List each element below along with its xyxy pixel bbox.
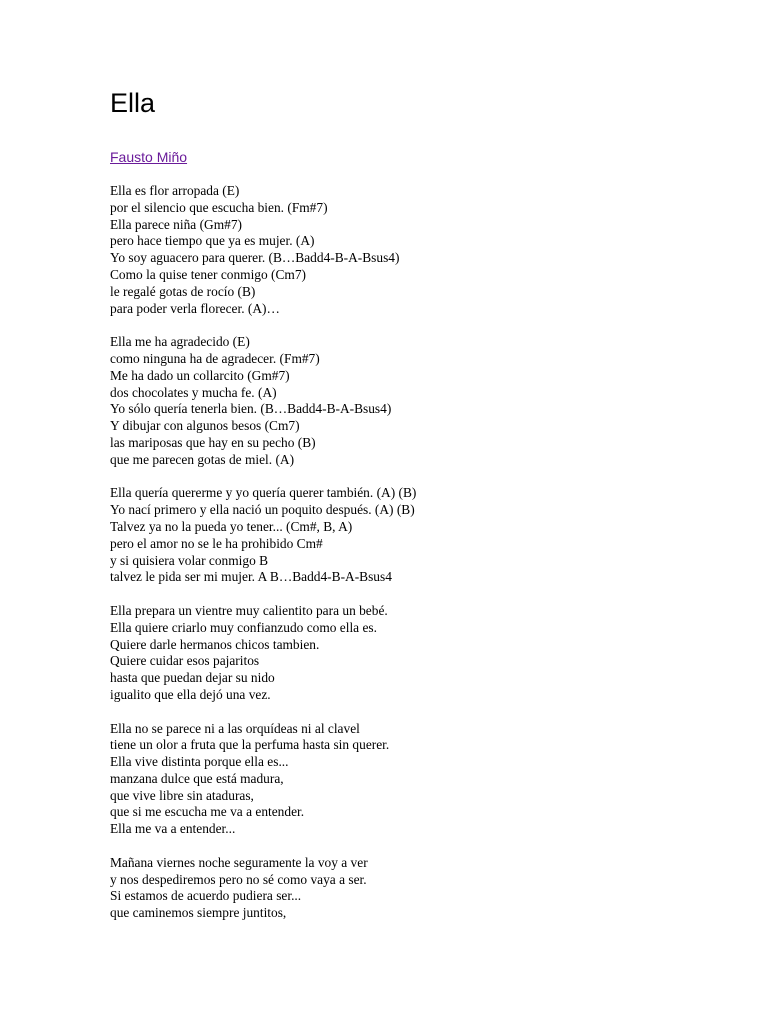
lyric-line: igualito que ella dejó una vez. [110, 686, 271, 702]
lyric-line: las mariposas que hay en su pecho (B) [110, 434, 316, 450]
lyric-line: Quiere darle hermanos chicos tambien. [110, 636, 320, 652]
lyric-line: Me ha dado un collarcito (Gm#7) [110, 367, 290, 383]
lyric-line: y nos despediremos pero no sé como vaya a ser. [110, 871, 367, 887]
lyric-line: Ella parece niña (Gm#7) [110, 216, 242, 232]
lyric-line: Como la quise tener conmigo (Cm7) [110, 266, 306, 282]
lyric-line: Ella no se parece ni a las orquídeas ni al clavel [110, 720, 360, 736]
stanza-4 [110, 603, 730, 704]
document-page [110, 86, 730, 939]
lyric-line: que me parecen gotas de miel. (A) [110, 451, 295, 467]
lyric-line: Ella me ha agradecido (E) [110, 334, 250, 350]
lyric-line: Mañana viernes noche seguramente la voy a ver [110, 854, 368, 870]
lyric-line: pero hace tiempo que ya es mujer. (A) [110, 233, 315, 249]
lyric-line: Yo soy aguacero para querer. (B…Badd4-B-A-Bsus4) [110, 250, 400, 266]
lyric-line: hasta que puedan dejar su nido [110, 670, 275, 686]
lyric-line: que vive libre sin ataduras, [110, 787, 254, 803]
lyric-line: Ella vive distinta porque ella es... [110, 754, 289, 770]
lyric-line: Yo nací primero y ella nació un poquito después. (A) (B) [110, 502, 415, 518]
lyric-line: Ella prepara un vientre muy calientito para un bebé. [110, 602, 388, 618]
lyric-line: que caminemos siempre juntitos, [110, 905, 287, 921]
lyric-line: Ella quiere criarlo muy confianzudo como ella es. [110, 619, 377, 635]
stanza-1 [110, 183, 730, 317]
lyric-line: Quiere cuidar esos pajaritos [110, 653, 260, 669]
lyric-line: le regalé gotas de rocío (B) [110, 283, 256, 299]
lyric-line: Ella me va a entender... [110, 821, 236, 837]
lyric-line: manzana dulce que está madura, [110, 770, 284, 786]
lyric-line: pero el amor no se le ha prohibido Cm# [110, 535, 323, 551]
author-link[interactable]: Fausto Miño [110, 149, 188, 165]
lyrics [110, 183, 730, 922]
lyric-line: Talvez ya no la pueda yo tener... (Cm#, B, A) [110, 518, 353, 534]
stanza-6 [110, 855, 730, 922]
stanza-3 [110, 485, 730, 586]
stanza-5 [110, 721, 730, 839]
stanza-2 [110, 334, 730, 468]
lyric-line: que si me escucha me va a entender. [110, 804, 305, 820]
lyric-line: Ella es flor arropada (E) [110, 183, 240, 198]
lyric-line: Si estamos de acuerdo pudiera ser... [110, 888, 302, 904]
lyric-line: como ninguna ha de agradecer. (Fm#7) [110, 350, 320, 366]
lyric-line: dos chocolates y mucha fe. (A) [110, 384, 277, 400]
lyric-line: tiene un olor a fruta que la perfuma hasta sin querer. [110, 737, 390, 753]
song-title: Ella [110, 88, 156, 118]
lyric-line: talvez le pida ser mi mujer. A B…Badd4-B-A-Bsus4 [110, 569, 392, 585]
lyric-line: por el silencio que escucha bien. (Fm#7) [110, 199, 328, 215]
lyric-line: Yo sólo quería tenerla bien. (B…Badd4-B-A-Bsus4) [110, 401, 392, 417]
lyric-line: Ella quería quererme y yo quería querer también. (A) (B) [110, 485, 417, 501]
lyric-line: Y dibujar con algunos besos (Cm7) [110, 418, 300, 434]
lyric-line: para poder verla florecer. (A)… [110, 300, 280, 316]
lyric-line: y si quisiera volar conmigo B [110, 552, 269, 568]
